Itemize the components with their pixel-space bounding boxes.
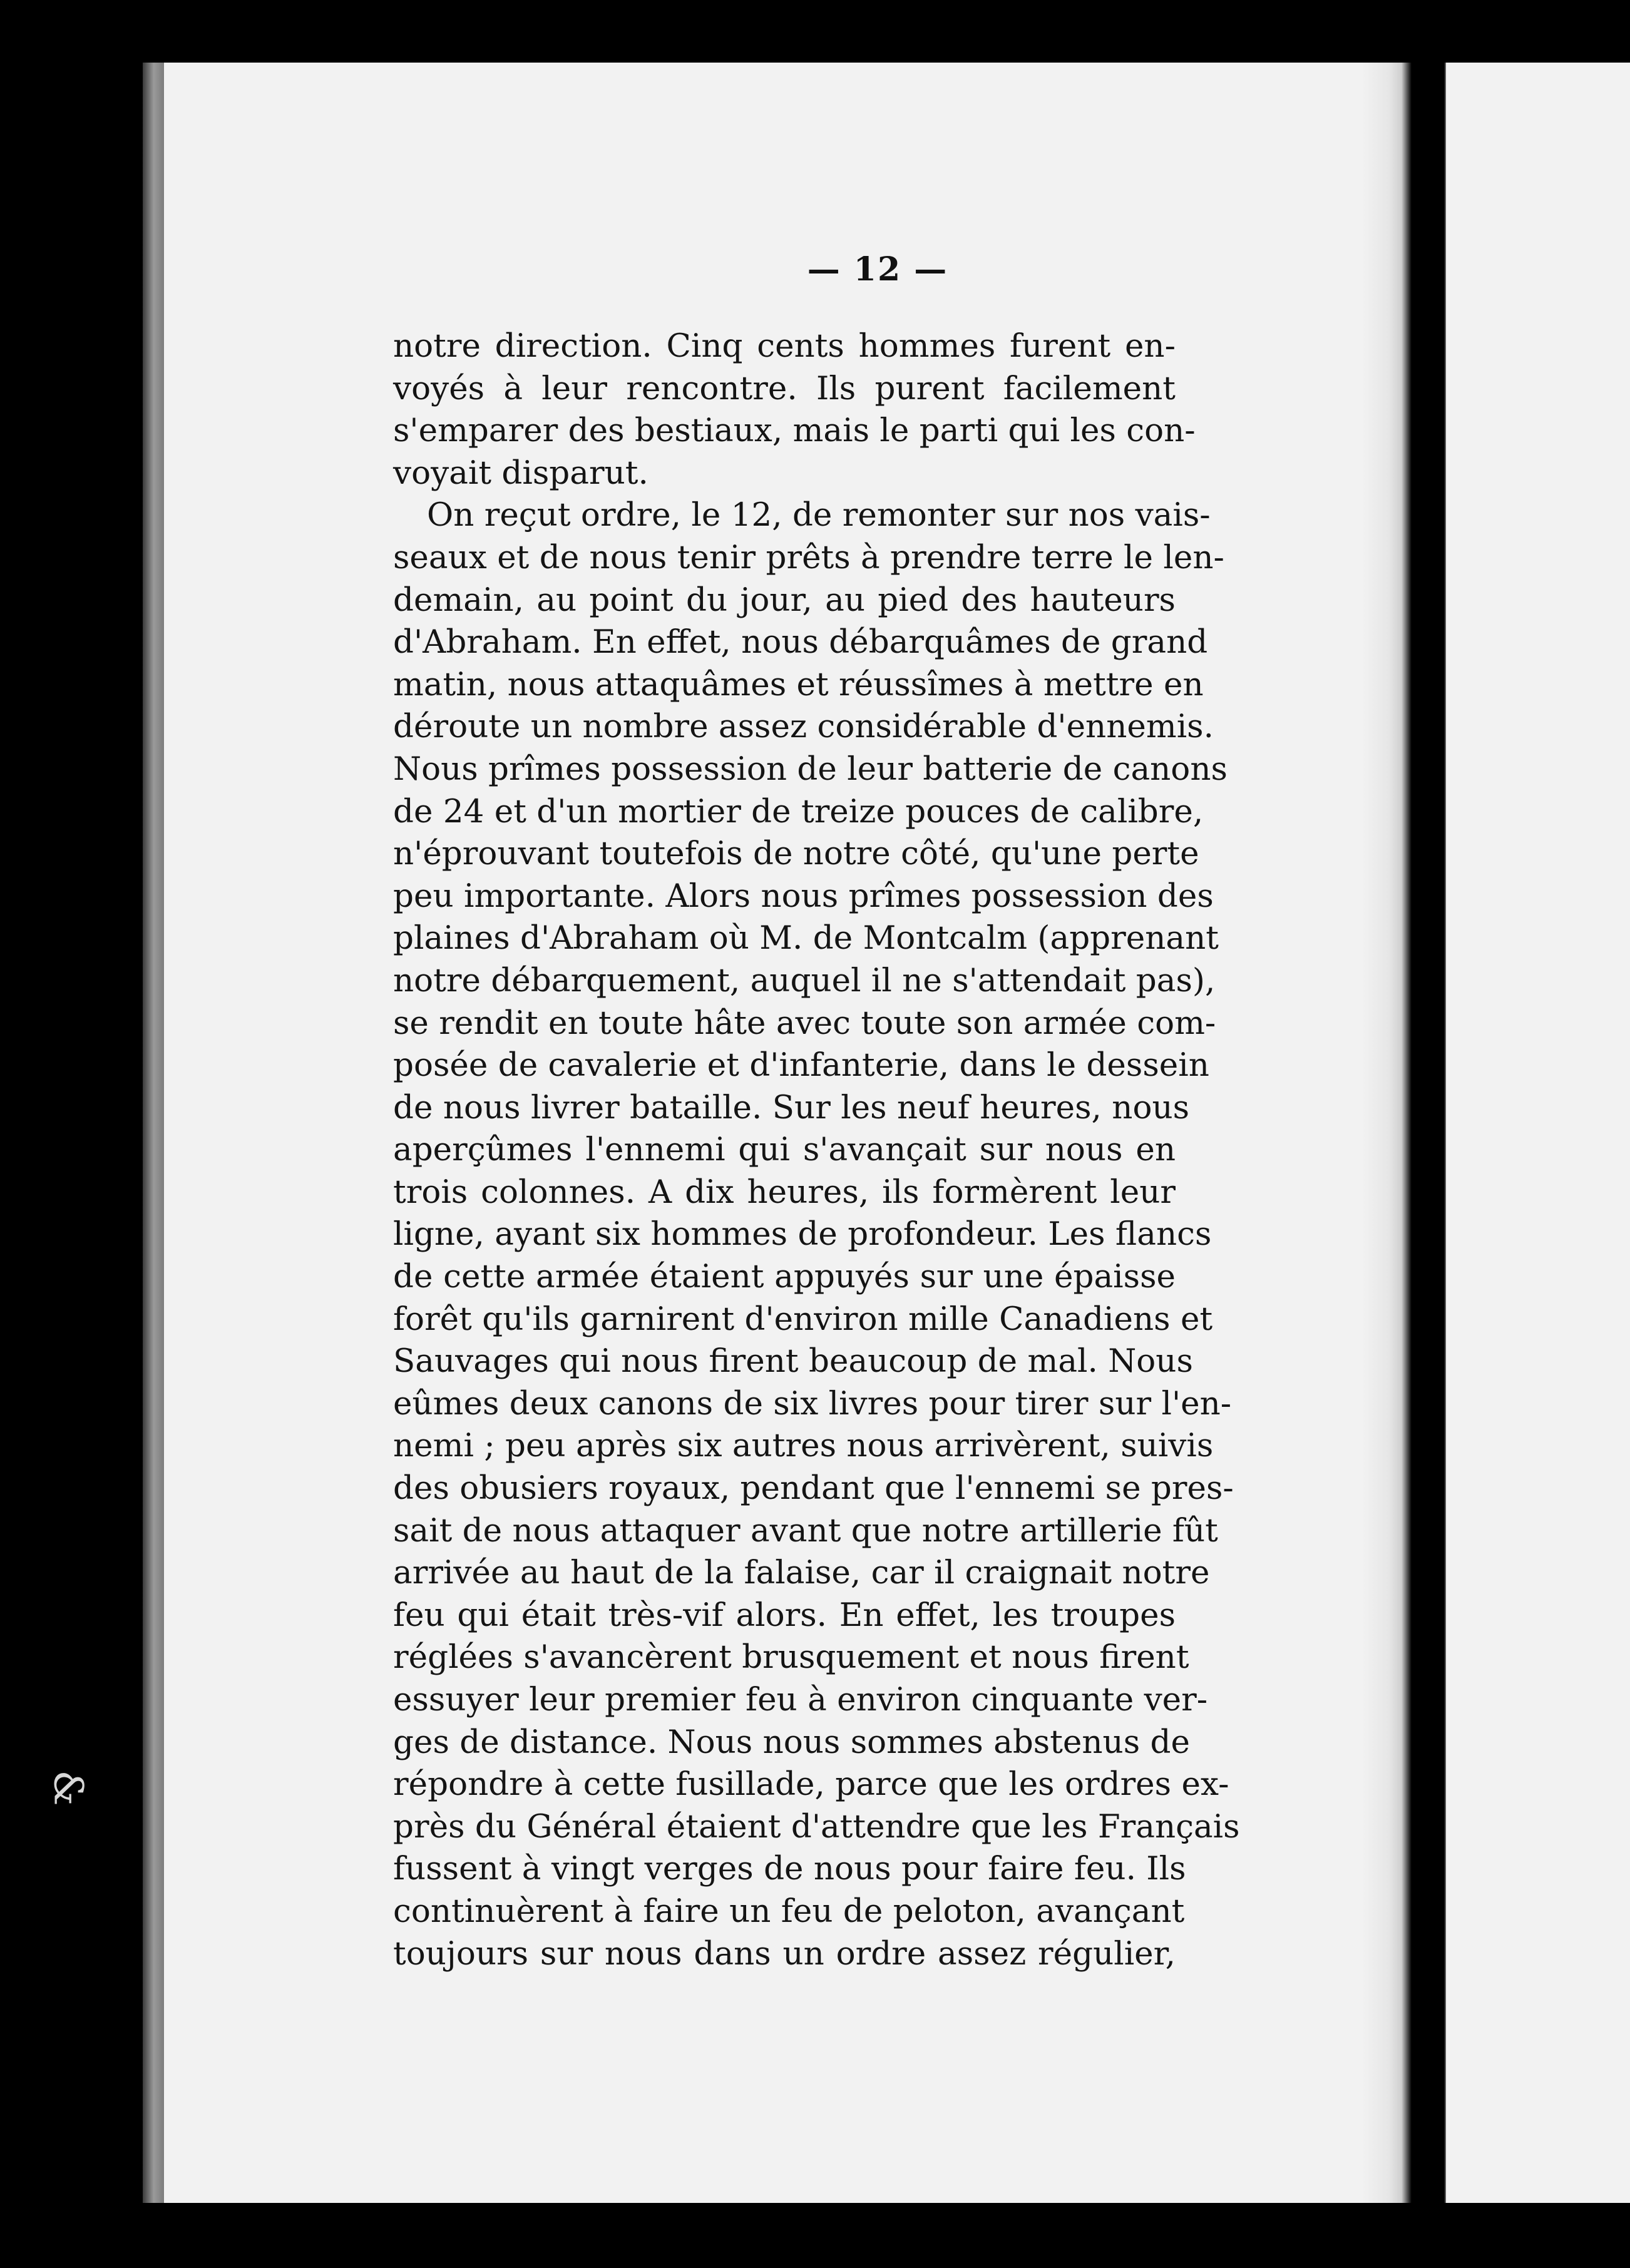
text-line: déroute un nombre assez considérable d'ennemis. bbox=[393, 708, 1214, 746]
text-line: plaines d'Abraham où M. de Montcalm (apprenant bbox=[393, 919, 1219, 958]
text-line: feu qui était très-vif alors. En effet, les troupes bbox=[393, 1596, 1176, 1634]
text-line: fussent à vingt verges de nous pour faire feu. Ils bbox=[393, 1850, 1186, 1888]
body-text bbox=[393, 325, 1240, 1975]
text-line: demain, au point du jour, au pied des hauteurs bbox=[393, 581, 1176, 619]
next-page-sliver bbox=[1446, 63, 1630, 2203]
text-line: de nous livrer bataille. Sur les neuf heures, nous bbox=[393, 1088, 1190, 1126]
text-line: eûmes deux canons de six livres pour tirer sur l'en- bbox=[393, 1384, 1232, 1423]
page-number: — 12 — bbox=[807, 250, 948, 289]
text-line: notre direction. Cinq cents hommes furent en- bbox=[393, 327, 1176, 365]
text-line: près du Général étaient d'attendre que les Français bbox=[393, 1807, 1240, 1846]
text-line: toujours sur nous dans un ordre assez régulier, bbox=[393, 1934, 1176, 1973]
text-line: d'Abraham. En effet, nous débarquâmes de grand bbox=[393, 623, 1208, 662]
text-line: sait de nous attaquer avant que notre artillerie fût bbox=[393, 1511, 1218, 1550]
text-line: se rendit en toute hâte avec toute son armée com- bbox=[393, 1004, 1216, 1042]
text-line: essuyer leur premier feu à environ cinquante ver- bbox=[393, 1681, 1208, 1719]
text-line: forêt qu'ils garnirent d'environ mille Canadiens et bbox=[393, 1300, 1213, 1338]
text-line: aperçûmes l'ennemi qui s'avançait sur nous en bbox=[393, 1131, 1176, 1169]
text-line: voyait disparut. bbox=[393, 454, 648, 492]
text-line: répondre à cette fusillade, parce que les ordres ex- bbox=[393, 1765, 1229, 1804]
text-line: Sauvages qui nous firent beaucoup de mal. Nous bbox=[393, 1342, 1193, 1381]
text-line: de cette armée étaient appuyés sur une épaisse bbox=[393, 1258, 1176, 1296]
text-line: seaux et de nous tenir prêts à prendre terre le len- bbox=[393, 538, 1224, 576]
text-line: posée de cavalerie et d'infanterie, dans le dessein bbox=[393, 1046, 1209, 1085]
page-edge bbox=[1361, 63, 1412, 2203]
text-line: ligne, ayant six hommes de profondeur. Les flancs bbox=[393, 1215, 1212, 1254]
text-line: de 24 et d'un mortier de treize pouces de calibre, bbox=[393, 792, 1204, 830]
text-line: ges de distance. Nous nous sommes abstenus de bbox=[393, 1723, 1190, 1761]
text-line: On reçut ordre, le 12, de remonter sur nos vais- bbox=[427, 496, 1211, 534]
margin-mark: & bbox=[44, 1770, 91, 1806]
text-line: voyés à leur rencontre. Ils purent facilement bbox=[393, 369, 1176, 407]
text-line: s'emparer des bestiaux, mais le parti qui les con- bbox=[393, 412, 1196, 450]
text-line: des obusiers royaux, pendant que l'ennemi se pres- bbox=[393, 1469, 1234, 1508]
text-line: nemi ; peu après six autres nous arrivèrent, suivis bbox=[393, 1427, 1214, 1465]
text-line: Nous prîmes possession de leur batterie de canons bbox=[393, 750, 1228, 788]
text-line: notre débarquement, auquel il ne s'attendait pas), bbox=[393, 961, 1216, 999]
text-line: matin, nous attaquâmes et réussîmes à mettre en bbox=[393, 665, 1204, 703]
text-line: peu importante. Alors nous prîmes possession des bbox=[393, 877, 1214, 915]
text-line: trois colonnes. A dix heures, ils formèrent leur bbox=[393, 1173, 1176, 1211]
text-line: arrivée au haut de la falaise, car il craignait notre bbox=[393, 1554, 1210, 1592]
text-line: continuèrent à faire un feu de peloton, avançant bbox=[393, 1892, 1185, 1930]
text-line: réglées s'avancèrent brusquement et nous firent bbox=[393, 1638, 1189, 1677]
text-line: n'éprouvant toutefois de notre côté, qu'une perte bbox=[393, 835, 1199, 873]
